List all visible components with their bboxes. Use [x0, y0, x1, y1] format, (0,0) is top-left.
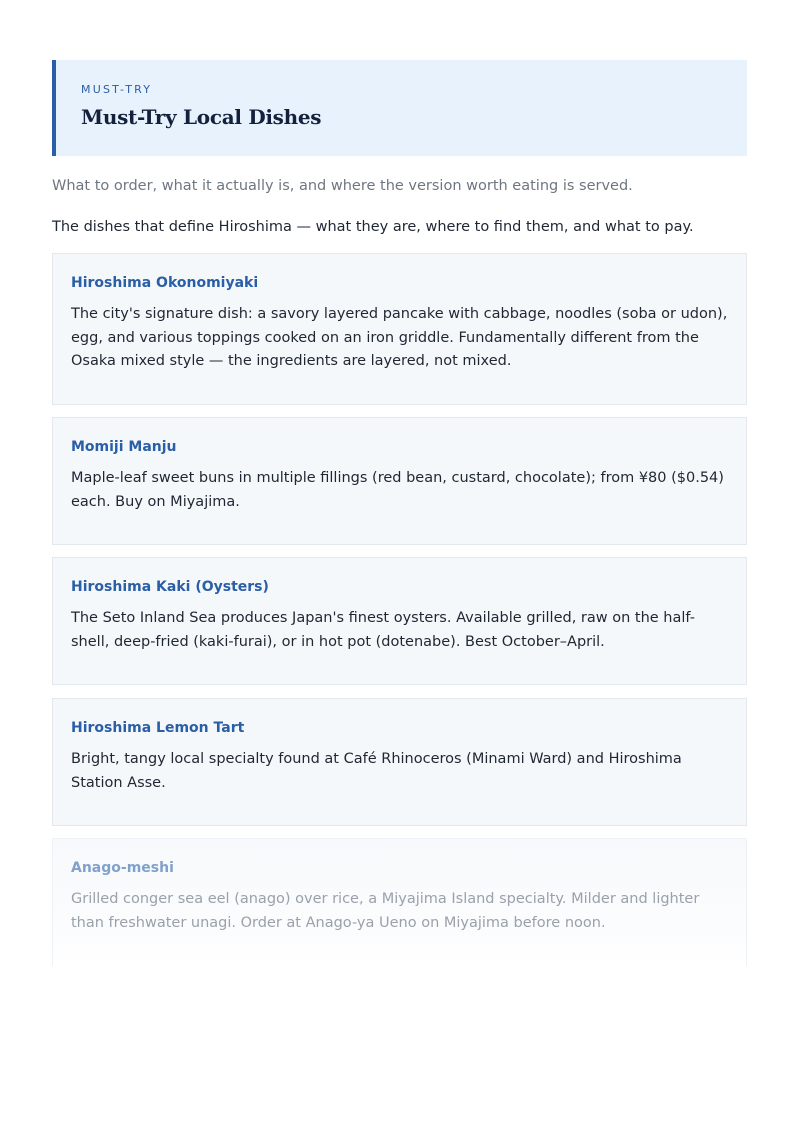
dish-description: Maple-leaf sweet buns in multiple fillings (red bean, custard, chocolate); from ¥80 ($0.54) each. Buy on Miyajima.: [71, 470, 724, 510]
dish-name: Hiroshima Okonomiyaki: [71, 275, 259, 291]
dish-name: Hiroshima Kaki (Oysters): [71, 579, 269, 595]
dish-description: Grilled conger sea eel (anago) over rice, a Miyajima Island specialty. Milder and lighter than freshwater unagi. Order at Anago-ya Ueno on Miyajima before noon.: [71, 891, 700, 931]
dish-card-anago-meshi: [52, 838, 747, 966]
dish-card-momiji-manju: [52, 417, 747, 545]
dish-description: The city's signature dish: a savory layered pancake with cabbage, noodles (soba or udon), egg, and various toppings cooked on an iron griddle. Fundamentally different from the Osaka mixed style — the ingredients are layered, not mixed.: [71, 306, 728, 369]
dish-card-okonomiyaki: [52, 253, 747, 405]
dish-name: Anago-meshi: [71, 860, 174, 876]
section-subtitle: What to order, what it actually is, and where the version worth eating is served.: [52, 178, 633, 194]
dish-name: Hiroshima Lemon Tart: [71, 720, 245, 736]
dish-description: Bright, tangy local specialty found at Café Rhinoceros (Minami Ward) and Hiroshima Station Asse.: [71, 751, 682, 791]
dish-card-oysters: [52, 557, 747, 685]
section-kicker: MUST-TRY: [81, 83, 153, 96]
section-header: [52, 60, 747, 156]
page-title: Must-Try Local Dishes: [81, 105, 322, 129]
section-intro: The dishes that define Hiroshima — what they are, where to find them, and what to pay.: [52, 219, 694, 235]
dish-name: Momiji Manju: [71, 439, 177, 455]
dish-description: The Seto Inland Sea produces Japan's finest oysters. Available grilled, raw on the half-shell, deep-fried (kaki-furai), or in hot pot (dotenabe). Best October–April.: [71, 610, 695, 650]
dish-card-lemon-tart: [52, 698, 747, 826]
